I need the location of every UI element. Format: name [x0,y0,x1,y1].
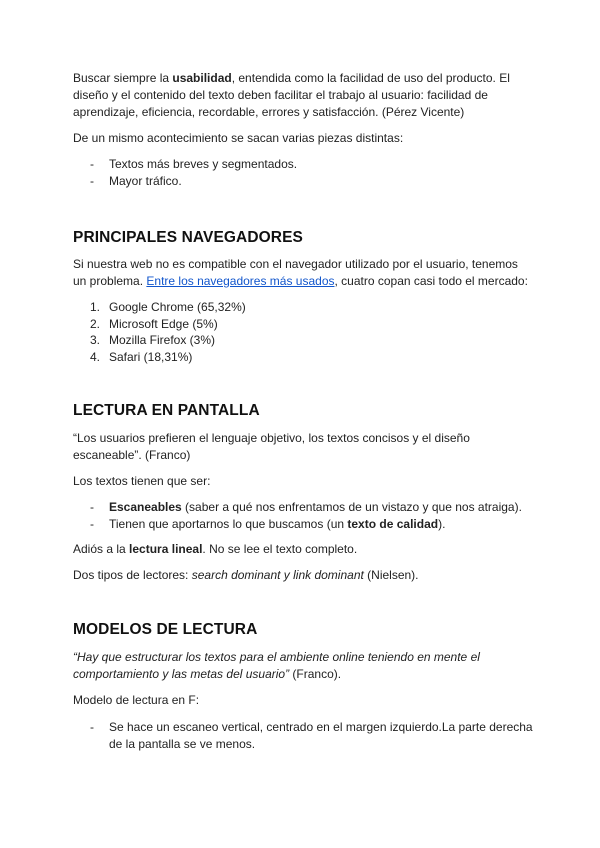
acontecimiento-paragraph: De un mismo acontecimiento se sacan varias piezas distintas: [73,131,404,145]
heading-modelos-lectura: MODELOS DE LECTURA [73,621,258,638]
list-item: - Textos más breves y segmentados. [90,157,298,171]
franco-quote-paragraph: “Los usuarios prefieren el lenguaje objetivo, los textos concisos y el diseño escaneable”. (Franco) [73,431,470,462]
lectura-lineal-paragraph: Adiós a la lectura lineal. No se lee el texto completo. [73,542,358,556]
navegadores-paragraph: Si nuestra web no es compatible con el navegador utilizado por el usuario, tenemos un problema. Entre los navegadores más usados, cuatro copan casi todo el mercado: [73,257,528,288]
list-item: 2. Microsoft Edge (5%) [90,316,218,331]
heading-lectura-pantalla: LECTURA EN PANTALLA [73,402,260,419]
list-item: - Se hace un escaneo vertical, centrado en el margen izquierdo.La parte derecha de la pantalla se ve menos. [90,720,533,751]
usabilidad-paragraph: Buscar siempre la usabilidad, entendida como la facilidad de uso del producto. El diseño y el contenido del texto deben facilitar el trabajo al usuario: facilidad de aprendizaje, eficiencia, recordable, errores y satisfacción. (Pérez Vicente) [73,71,510,119]
list-item: - Escaneables (saber a qué nos enfrentamos de un vistazo y que nos atraiga). [90,500,522,514]
modelo-f-paragraph: Modelo de lectura en F: [73,693,200,707]
modelo-f-bullet-list [73,719,533,752]
piezas-bullet-list [73,156,533,189]
list-item: 3. Mozilla Firefox (3%) [90,333,216,347]
navegadores-link[interactable]: Entre los navegadores más usados [146,274,335,288]
list-item: 1. Google Chrome (65,32%) [90,300,246,314]
textos-bullet-list [73,499,533,532]
heading-navegadores: PRINCIPALES NAVEGADORES [73,229,303,246]
tipos-lectores-paragraph: Dos tipos de lectores: search dominant y link dominant (Nielsen). [73,568,419,582]
document-content [73,70,533,752]
lectura-lineal-term: lectura lineal [129,542,203,556]
textos-paragraph: Los textos tienen que ser: [73,474,211,488]
navegadores-numbered-list [73,299,533,365]
usabilidad-term: usabilidad [172,71,232,85]
modelos-quote-paragraph: “Hay que estructurar los textos para el ambiente online teniendo en mente el comportamiento y las metas del usuario” (Franco). [73,650,480,681]
list-item: 4. Safari (18,31%) [90,349,193,364]
list-item: - Tienen que aportarnos lo que buscamos (un texto de calidad). [90,516,446,531]
list-item: - Mayor tráfico. [90,173,182,188]
